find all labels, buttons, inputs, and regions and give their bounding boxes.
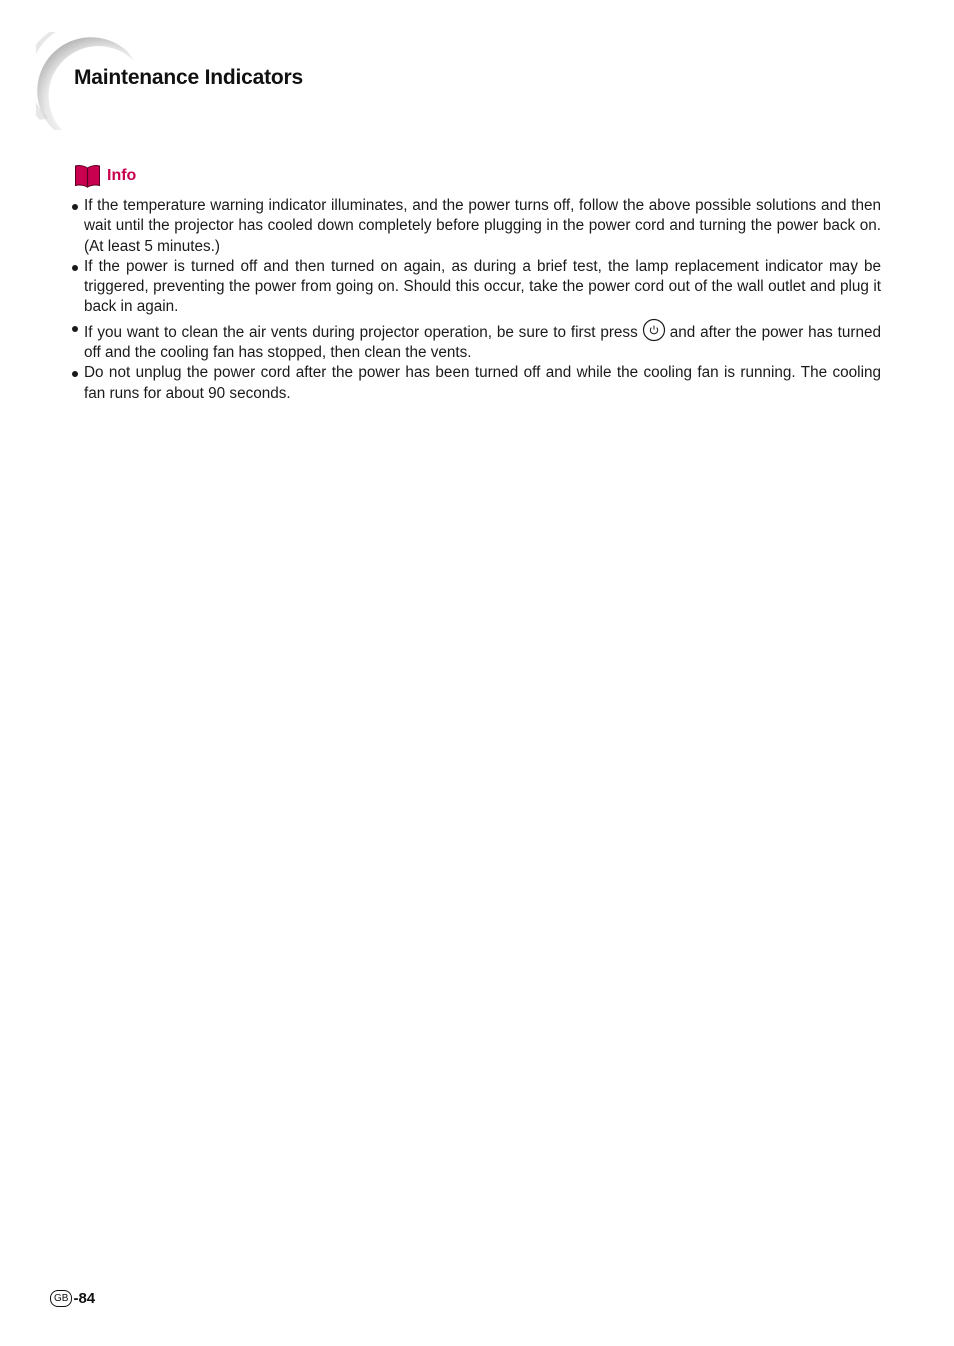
bullet-icon [72,265,78,271]
info-list-item [72,196,881,257]
page-title: Maintenance Indicators [74,66,303,89]
info-list [72,196,881,404]
info-item-text: If you want to clean the air vents during projector operation, be sure to first press [84,323,638,341]
info-label: Info [107,167,137,184]
info-item-text: and after the power has turned off and the cooling fan has stopped, then clean the vents. [84,323,881,362]
info-list-item [72,318,881,364]
bullet-icon [72,204,78,210]
info-header [74,163,136,189]
page-number: -84 [73,1290,96,1307]
info-list-item [72,257,881,318]
info-item-text: If the power is turned off and then turned on again, as during a brief test, the lamp replacement indicator may be triggered, preventing the power from going on. Should this occur, take the power cord out of the wall outlet and plug it back in again. [84,257,881,316]
bullet-icon [72,371,78,377]
region-badge: GB [50,1290,72,1307]
info-item-text: Do not unplug the power cord after the power has been turned off and while the cooling fan is running. The cooling fan runs for about 90 seconds. [84,364,881,402]
info-list-item [72,363,881,404]
info-item-text: If the temperature warning indicator illuminates, and the power turns off, follow the above possible solutions and then wait until the projector has cooled down completely before plugging in the power cord and turning the power back on. (At least 5 minutes.) [84,197,881,255]
power-button-icon [642,318,666,342]
page-footer [50,1290,95,1307]
book-icon [74,164,101,188]
bullet-icon [72,326,78,332]
